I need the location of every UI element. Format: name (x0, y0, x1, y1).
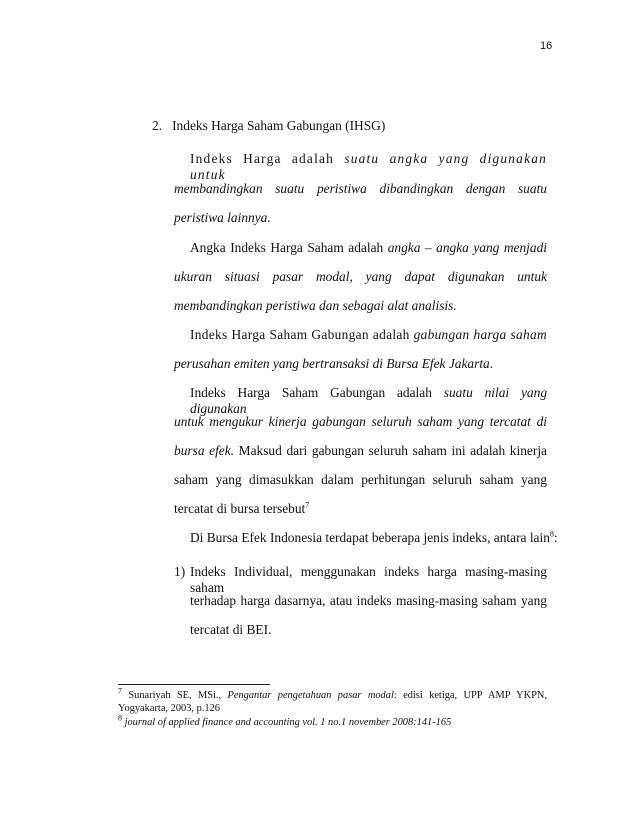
p4-l2-italic: untuk mengukur kinerja gabungan seluruh saham yang tercatat di (174, 414, 547, 429)
paragraph-2-line-1 (190, 240, 547, 256)
footnote-8 (118, 713, 452, 729)
paragraph-2-line-2 (174, 269, 547, 285)
p4-l5-text: tercatat di bursa tersebut (174, 501, 306, 516)
p1-l3-italic: peristiwa lainnya. (174, 210, 271, 225)
paragraph-5 (190, 530, 558, 546)
paragraph-2-line-3 (174, 298, 457, 314)
p4-l1-text: Indeks Harga Saham Gabungan adalah (190, 385, 444, 400)
p4-l4-text: saham yang dimasukkan dalam perhitungan seluruh saham yang (174, 472, 547, 487)
page-number: 16 (540, 40, 553, 52)
p3-l2-end: . (489, 356, 494, 371)
list-item-line-2: terhadap harga dasarnya, atau indeks masing-masing saham yang (190, 593, 547, 608)
list-item-line-1: Indeks Individual, menggunakan indeks harga masing-masing saham (190, 564, 547, 595)
section-heading (152, 118, 385, 134)
p4-l1-italic: suatu nilai yang digunakan (190, 385, 548, 416)
paragraph-1-line-1 (190, 151, 547, 183)
paragraph-3-line-2 (174, 356, 493, 372)
p3-l1-italic: gabungan harga saham (413, 327, 547, 342)
footnote-7-line-2: Yogyakarta, 2003, p.126 (118, 703, 220, 714)
p2-l1-text: Angka Indeks Harga Saham adalah (190, 240, 388, 255)
footnote-7-author: Sunariyah SE, MSi., (122, 690, 228, 701)
paragraph-4-line-2 (174, 414, 547, 430)
paragraph-1-line-3 (174, 210, 271, 226)
footnote-8-marker: 8 (118, 713, 122, 723)
p1-l1-italic: suatu angka yang digunakan untuk (190, 151, 548, 182)
p1-l1-text: Indeks Harga adalah (190, 151, 345, 166)
footnote-8-text: journal of applied finance and accounting vol. 1 no.1 november 2008:141-165 (122, 717, 452, 728)
p5-text: Di Bursa Efek Indonesia terdapat beberapa jenis indeks, antara lain (190, 530, 550, 545)
footnote-ref-8[interactable]: 8 (549, 529, 554, 539)
p4-l3-text: Maksud dari gabungan seluruh saham ini adalah kinerja (234, 443, 547, 458)
p1-l2-italic: membandingkan suatu peristiwa dibandingkan dengan suatu (174, 181, 547, 196)
p3-l2-italic: perusahan emiten yang bertransaksi di Bursa Efek Jakarta (174, 356, 490, 371)
p3-l1-text: Indeks Harga Saham Gabungan adalah (190, 327, 414, 342)
footnote-7-line-1 (118, 686, 547, 702)
list-item-line-3: tercatat di BEI. (190, 622, 272, 637)
section-title: Indeks Harga Saham Gabungan (IHSG) (172, 118, 386, 133)
paragraph-4-line-3 (174, 443, 547, 459)
p4-l3-italic: bursa efek. (174, 443, 235, 458)
p5-end: : (553, 530, 558, 545)
footnote-7-marker: 7 (118, 686, 122, 696)
footnote-7-title: Pengantar pengetahuan pasar modal (227, 690, 394, 701)
paragraph-4-line-5 (174, 501, 309, 517)
paragraph-3-line-1 (190, 327, 547, 343)
p2-l3-italic: membandingkan peristiwa dan sebagai alat analisis. (174, 298, 457, 313)
p2-l2-italic: ukuran situasi pasar modal, yang dapat digunakan untuk (174, 269, 547, 284)
list-item-number: 1) (174, 564, 186, 579)
paragraph-1-line-2 (174, 181, 547, 197)
section-number: 2. (152, 118, 163, 133)
footnote-7-edition: : edisi ketiga, UPP AMP YKPN, (393, 690, 547, 701)
footnote-divider (118, 684, 270, 685)
paragraph-4-line-4 (174, 472, 547, 488)
p2-l1-italic: angka – angka yang menjadi (387, 240, 547, 255)
paragraph-4-line-1 (190, 385, 547, 417)
footnote-ref-7[interactable]: 7 (305, 500, 310, 510)
